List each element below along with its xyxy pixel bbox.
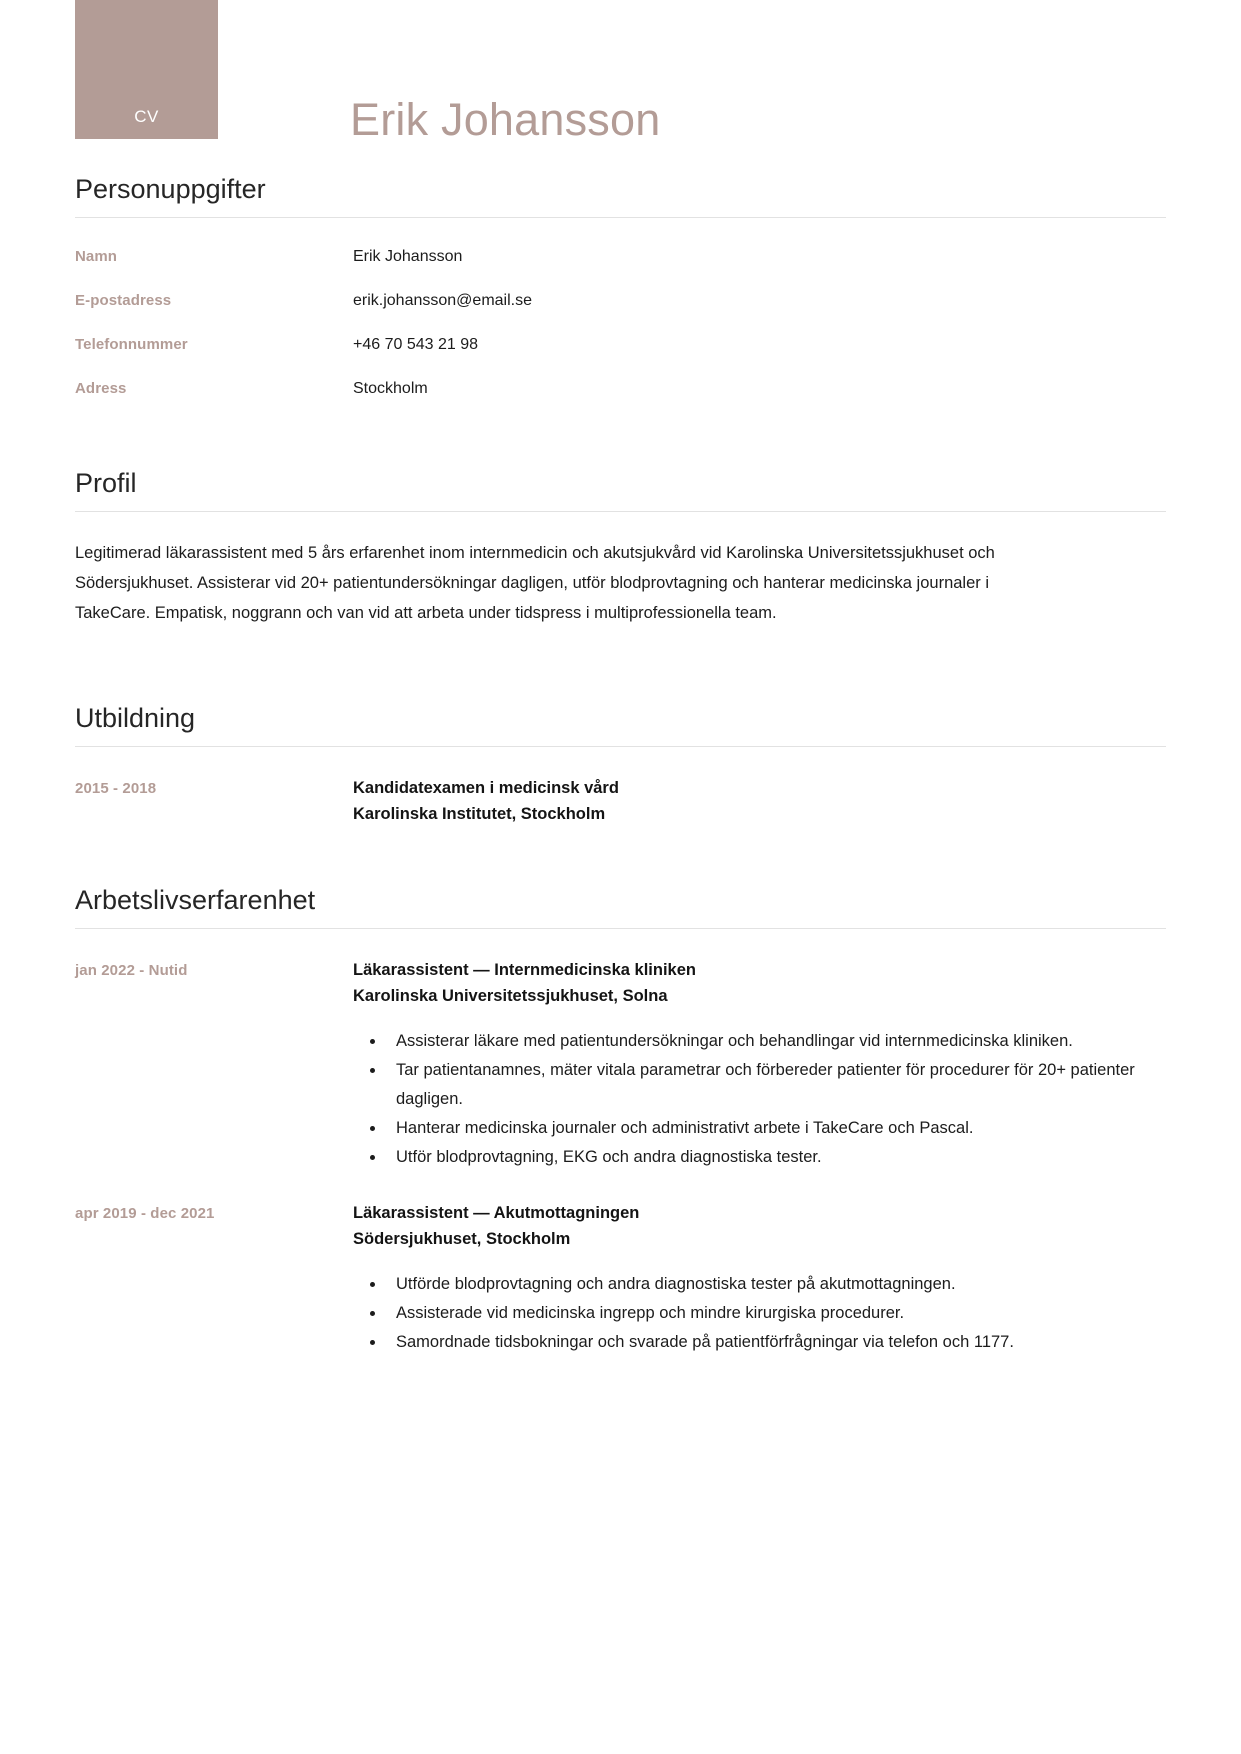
personal-detail-row: [75, 334, 1166, 356]
education-entry: [75, 775, 1166, 827]
personal-detail-row: [75, 290, 1166, 312]
profile-text: Legitimerad läkarassistent med 5 års erfarenhet inom internmedicin och akutsjukvård vid Karolinska Universitetssjukhuset och Södersjukhuset. Assisterar vid 20+ patientundersökningar dagligen, utför blodprovtagning och hanterar medicinska journaler i TakeCare. Empatisk, noggrann och van vid att arbeta under tidspress i multiprofessionella team.: [75, 544, 995, 622]
experience-body: [353, 957, 1166, 1172]
education-degree: Kandidatexamen i medicinsk vård: [353, 778, 619, 797]
experience-entry: [75, 1200, 1166, 1357]
section-title-experience: Arbetslivserfarenhet: [75, 884, 316, 915]
cv-badge-label: CV: [134, 107, 159, 126]
section-title-personal-details: Personuppgifter: [75, 174, 266, 204]
cv-header: [0, 0, 1241, 172]
personal-detail-label-address: Adress: [75, 380, 127, 397]
cv-badge-block: [75, 0, 218, 139]
personal-details-table: [75, 246, 1166, 400]
education-body: [353, 775, 1166, 827]
candidate-name: Erik Johansson: [350, 94, 661, 145]
personal-detail-value-phone: +46 70 543 21 98: [353, 336, 479, 353]
section-divider: [75, 746, 1166, 747]
section-divider: [75, 928, 1166, 929]
spacer: [75, 645, 1166, 701]
section-title-education: Utbildning: [75, 702, 196, 733]
personal-detail-row: [75, 246, 1166, 268]
section-divider: [75, 217, 1166, 218]
cv-content: [0, 172, 1241, 1357]
experience-job-title: Läkarassistent — Internmedicinska kliniken: [353, 960, 696, 979]
section-profile: [75, 466, 1166, 628]
experience-bullet: • Utför blodprovtagning, EKG och andra diagnostiska tester.: [386, 1143, 1166, 1172]
experience-bullet: • Utförde blodprovtagning och andra diagnostiska tester på akutmottagningen.: [386, 1270, 1166, 1299]
personal-detail-label-email: E-postadress: [75, 292, 172, 309]
experience-bullet: • Samordnade tidsbokningar och svarade på patientförfrågningar via telefon och 1177.: [386, 1328, 1166, 1357]
personal-detail-label-name: Namn: [75, 248, 118, 265]
experience-bullet: • Assisterade vid medicinska ingrepp och mindre kirurgiska procedurer.: [386, 1299, 1166, 1328]
experience-employer: Karolinska Universitetssjukhuset, Solna: [353, 986, 668, 1005]
section-title-profile: Profil: [75, 468, 137, 498]
section-personal-details: [75, 172, 1166, 400]
personal-detail-value-address: Stockholm: [353, 380, 428, 397]
experience-entry: [75, 957, 1166, 1172]
personal-detail-value-email: erik.johansson@email.se: [353, 292, 532, 309]
section-divider: [75, 511, 1166, 512]
personal-detail-value-name: Erik Johansson: [353, 248, 463, 265]
education-period: 2015 - 2018: [75, 779, 157, 797]
personal-detail-row: [75, 378, 1166, 400]
education-institution: Karolinska Institutet, Stockholm: [353, 804, 606, 823]
experience-bullet-list: [353, 1270, 1166, 1357]
experience-body: [353, 1200, 1166, 1357]
experience-bullet: • Assisterar läkare med patientundersökningar och behandlingar vid internmedicinska kliniken.: [386, 1027, 1166, 1056]
section-education: [75, 701, 1166, 827]
personal-detail-label-phone: Telefonnummer: [75, 336, 188, 353]
experience-employer: Södersjukhuset, Stockholm: [353, 1229, 571, 1248]
spacer: [75, 827, 1166, 883]
experience-period: jan 2022 - Nutid: [75, 961, 188, 979]
experience-bullet: • Tar patientanamnes, mäter vitala parametrar och förbereder patienter för procedurer för 20+ patienter dagligen.: [386, 1056, 1166, 1114]
experience-job-title: Läkarassistent — Akutmottagningen: [353, 1203, 640, 1222]
experience-period: apr 2019 - dec 2021: [75, 1204, 215, 1222]
section-experience: [75, 883, 1166, 1357]
experience-bullet-list: [353, 1027, 1166, 1172]
spacer: [75, 422, 1166, 466]
experience-bullet: • Hanterar medicinska journaler och administrativt arbete i TakeCare och Pascal.: [386, 1114, 1166, 1143]
